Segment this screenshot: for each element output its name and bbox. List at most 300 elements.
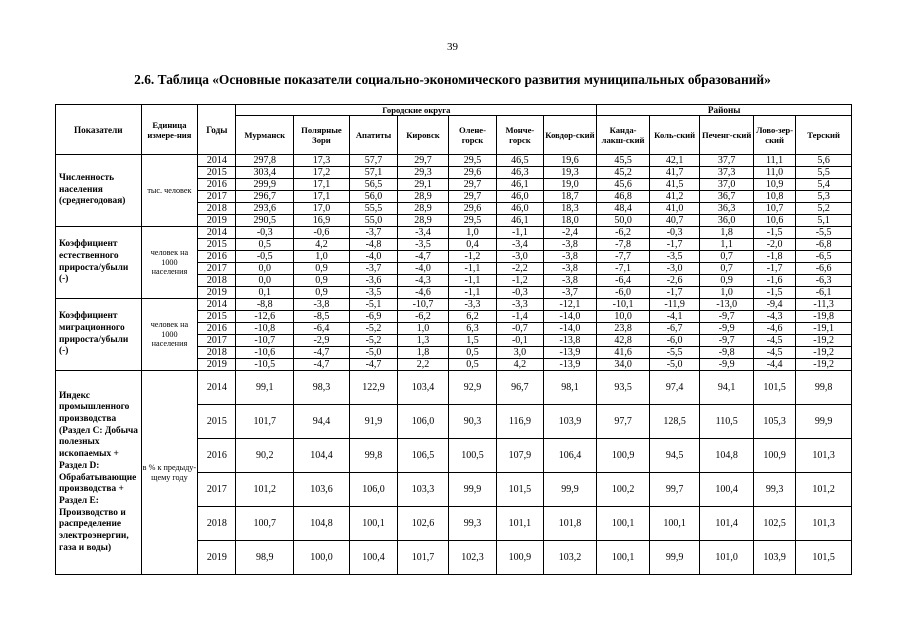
value-cell: -4,0 — [349, 251, 397, 263]
value-cell: 0,7 — [700, 251, 754, 263]
value-cell: -1,2 — [497, 275, 543, 287]
value-cell: 116,9 — [497, 405, 543, 439]
value-cell: 4,2 — [294, 239, 350, 251]
value-cell: 104,4 — [294, 439, 350, 473]
value-cell: -1,1 — [448, 287, 496, 299]
value-cell: -5,5 — [796, 227, 852, 239]
year-cell: 2015 — [198, 239, 236, 251]
value-cell: -4,1 — [649, 311, 700, 323]
value-cell: 1,0 — [294, 251, 350, 263]
value-cell: 5,6 — [796, 155, 852, 167]
value-cell: -4,7 — [349, 359, 397, 371]
value-cell: 1,0 — [700, 287, 754, 299]
value-cell: -3,7 — [349, 263, 397, 275]
value-cell: 99,3 — [448, 507, 496, 541]
value-cell: 106,5 — [398, 439, 449, 473]
value-cell: 46,3 — [497, 167, 543, 179]
value-cell: 99,9 — [543, 473, 597, 507]
value-cell: -10,7 — [398, 299, 449, 311]
value-cell: -3,3 — [497, 299, 543, 311]
value-cell: -13,9 — [543, 359, 597, 371]
value-cell: 101,3 — [796, 439, 852, 473]
value-cell: 99,3 — [753, 473, 795, 507]
value-cell: 100,4 — [700, 473, 754, 507]
value-cell: 100,1 — [349, 507, 397, 541]
value-cell: 46,5 — [497, 155, 543, 167]
value-cell: 101,8 — [543, 507, 597, 541]
value-cell: -3,0 — [497, 251, 543, 263]
value-cell: 55,5 — [349, 203, 397, 215]
column-header: Кировск — [398, 116, 449, 155]
value-cell: 100,4 — [349, 541, 397, 575]
year-cell: 2016 — [198, 251, 236, 263]
value-cell: -6,9 — [349, 311, 397, 323]
value-cell: 99,8 — [796, 371, 852, 405]
value-cell: 100,9 — [497, 541, 543, 575]
value-cell: 100,0 — [294, 541, 350, 575]
value-cell: -1,1 — [448, 275, 496, 287]
value-cell: -7,8 — [597, 239, 650, 251]
value-cell: 10,0 — [597, 311, 650, 323]
value-cell: -1,7 — [753, 263, 795, 275]
value-cell: 94,4 — [294, 405, 350, 439]
value-cell: 106,4 — [543, 439, 597, 473]
table-body — [56, 155, 852, 575]
value-cell: 1,8 — [700, 227, 754, 239]
value-cell: -3,8 — [543, 251, 597, 263]
indicator-name: Коэффициент естественного прироста/убыли (-) — [56, 227, 142, 299]
value-cell: -11,3 — [796, 299, 852, 311]
value-cell: -4,6 — [753, 323, 795, 335]
value-cell: 101,5 — [796, 541, 852, 575]
value-cell: -5,0 — [349, 347, 397, 359]
value-cell: 128,5 — [649, 405, 700, 439]
value-cell: 100,5 — [448, 439, 496, 473]
value-cell: 10,7 — [753, 203, 795, 215]
value-cell: -10,6 — [236, 347, 294, 359]
value-cell: -12,1 — [543, 299, 597, 311]
value-cell: -3,6 — [349, 275, 397, 287]
value-cell: 101,1 — [497, 507, 543, 541]
value-cell: 23,8 — [597, 323, 650, 335]
value-cell: 99,9 — [796, 405, 852, 439]
indicators-table — [55, 104, 852, 575]
value-cell: 296,7 — [236, 191, 294, 203]
value-cell: 103,2 — [543, 541, 597, 575]
value-cell: 42,8 — [597, 335, 650, 347]
value-cell: -1,6 — [753, 275, 795, 287]
indicator-unit: человек на 1000 населения — [141, 299, 198, 371]
value-cell: -9,9 — [700, 359, 754, 371]
year-cell: 2016 — [198, 439, 236, 473]
value-cell: 100,9 — [597, 439, 650, 473]
value-cell: -4,6 — [398, 287, 449, 299]
table-row — [56, 371, 852, 405]
value-cell: -6,4 — [294, 323, 350, 335]
column-header: Лово-зер-ский — [753, 116, 795, 155]
value-cell: 6,2 — [448, 311, 496, 323]
value-cell: 56,0 — [349, 191, 397, 203]
value-cell: -4,3 — [753, 311, 795, 323]
value-cell: -3,8 — [543, 263, 597, 275]
year-cell: 2016 — [198, 179, 236, 191]
value-cell: -0,6 — [294, 227, 350, 239]
year-cell: 2017 — [198, 191, 236, 203]
value-cell: -1,5 — [753, 287, 795, 299]
value-cell: 45,2 — [597, 167, 650, 179]
value-cell: 37,3 — [700, 167, 754, 179]
year-cell: 2015 — [198, 405, 236, 439]
value-cell: -5,2 — [349, 323, 397, 335]
value-cell: 100,7 — [236, 507, 294, 541]
value-cell: -3,8 — [294, 299, 350, 311]
column-header: Печенг-ский — [700, 116, 754, 155]
year-cell: 2018 — [198, 347, 236, 359]
value-cell: 0,0 — [236, 275, 294, 287]
indicator-name: Численность населения (среднегодовая) — [56, 155, 142, 227]
value-cell: 40,7 — [649, 215, 700, 227]
value-cell: 57,7 — [349, 155, 397, 167]
value-cell: 11,1 — [753, 155, 795, 167]
value-cell: 29,7 — [448, 191, 496, 203]
value-cell: 28,9 — [398, 191, 449, 203]
value-cell: 97,4 — [649, 371, 700, 405]
column-header: Коль-ский — [649, 116, 700, 155]
value-cell: 106,0 — [398, 405, 449, 439]
value-cell: -5,0 — [649, 359, 700, 371]
value-cell: 28,9 — [398, 203, 449, 215]
value-cell: 103,3 — [398, 473, 449, 507]
value-cell: 5,2 — [796, 203, 852, 215]
value-cell: -4,7 — [294, 359, 350, 371]
value-cell: -4,4 — [753, 359, 795, 371]
value-cell: -2,2 — [497, 263, 543, 275]
value-cell: -0,5 — [236, 251, 294, 263]
value-cell: 0,1 — [236, 287, 294, 299]
value-cell: 102,6 — [398, 507, 449, 541]
value-cell: 41,7 — [649, 167, 700, 179]
value-cell: -2,9 — [294, 335, 350, 347]
value-cell: 110,5 — [700, 405, 754, 439]
value-cell: 34,0 — [597, 359, 650, 371]
value-cell: 99,9 — [448, 473, 496, 507]
value-cell: 17,0 — [294, 203, 350, 215]
value-cell: -2,0 — [753, 239, 795, 251]
value-cell: -0,1 — [497, 335, 543, 347]
value-cell: 55,0 — [349, 215, 397, 227]
value-cell: -1,7 — [649, 287, 700, 299]
column-header: Олене-горск — [448, 116, 496, 155]
year-cell: 2014 — [198, 155, 236, 167]
value-cell: 29,5 — [448, 155, 496, 167]
indicator-name: Коэффициент миграционного прироста/убыли (-) — [56, 299, 142, 371]
table-header — [56, 105, 852, 155]
value-cell: 5,1 — [796, 215, 852, 227]
value-cell: 100,9 — [753, 439, 795, 473]
value-cell: -5,5 — [649, 347, 700, 359]
value-cell: 16,9 — [294, 215, 350, 227]
value-cell: 0,9 — [700, 275, 754, 287]
value-cell: 45,6 — [597, 179, 650, 191]
value-cell: 37,7 — [700, 155, 754, 167]
value-cell: -9,8 — [700, 347, 754, 359]
value-cell: 101,2 — [796, 473, 852, 507]
value-cell: 10,9 — [753, 179, 795, 191]
value-cell: -3,7 — [349, 227, 397, 239]
year-cell: 2016 — [198, 323, 236, 335]
value-cell: 57,1 — [349, 167, 397, 179]
value-cell: -3,7 — [543, 287, 597, 299]
value-cell: 100,1 — [649, 507, 700, 541]
value-cell: -3,4 — [398, 227, 449, 239]
header-unit: Единица измере-ния — [141, 105, 198, 155]
value-cell: -6,0 — [649, 335, 700, 347]
value-cell: 36,7 — [700, 191, 754, 203]
value-cell: -0,3 — [497, 287, 543, 299]
value-cell: 41,6 — [597, 347, 650, 359]
value-cell: 46,0 — [497, 191, 543, 203]
table-row — [56, 299, 852, 311]
value-cell: 41,2 — [649, 191, 700, 203]
value-cell: 101,5 — [753, 371, 795, 405]
value-cell: 97,7 — [597, 405, 650, 439]
value-cell: 92,9 — [448, 371, 496, 405]
value-cell: -10,7 — [236, 335, 294, 347]
value-cell: 29,7 — [398, 155, 449, 167]
value-cell: -19,2 — [796, 359, 852, 371]
value-cell: 5,4 — [796, 179, 852, 191]
value-cell: 36,0 — [700, 215, 754, 227]
value-cell: 297,8 — [236, 155, 294, 167]
value-cell: -6,3 — [796, 275, 852, 287]
value-cell: -4,5 — [753, 335, 795, 347]
value-cell: 29,3 — [398, 167, 449, 179]
value-cell: -1,4 — [497, 311, 543, 323]
value-cell: 104,8 — [700, 439, 754, 473]
value-cell: 29,6 — [448, 203, 496, 215]
value-cell: -1,1 — [497, 227, 543, 239]
value-cell: 98,1 — [543, 371, 597, 405]
value-cell: 101,0 — [700, 541, 754, 575]
value-cell: 91,9 — [349, 405, 397, 439]
value-cell: 1,0 — [398, 323, 449, 335]
value-cell: 100,2 — [597, 473, 650, 507]
year-cell: 2019 — [198, 541, 236, 575]
value-cell: -7,1 — [597, 263, 650, 275]
value-cell: 46,1 — [497, 179, 543, 191]
value-cell: -6,8 — [796, 239, 852, 251]
value-cell: 17,2 — [294, 167, 350, 179]
value-cell: 101,4 — [700, 507, 754, 541]
value-cell: 17,1 — [294, 191, 350, 203]
column-header: Полярные Зори — [294, 116, 350, 155]
value-cell: 1,5 — [448, 335, 496, 347]
value-cell: 0,9 — [294, 287, 350, 299]
value-cell: -1,8 — [753, 251, 795, 263]
column-header: Канда-лакш-ский — [597, 116, 650, 155]
value-cell: -1,2 — [448, 251, 496, 263]
year-cell: 2017 — [198, 263, 236, 275]
value-cell: 290,5 — [236, 215, 294, 227]
page-number: 39 — [447, 41, 458, 53]
value-cell: -4,5 — [753, 347, 795, 359]
value-cell: -13,0 — [700, 299, 754, 311]
value-cell: -6,6 — [796, 263, 852, 275]
value-cell: 299,9 — [236, 179, 294, 191]
value-cell: 105,3 — [753, 405, 795, 439]
value-cell: 1,8 — [398, 347, 449, 359]
value-cell: 29,1 — [398, 179, 449, 191]
value-cell: 10,8 — [753, 191, 795, 203]
value-cell: -3,5 — [349, 287, 397, 299]
value-cell: 46,8 — [597, 191, 650, 203]
value-cell: 41,5 — [649, 179, 700, 191]
value-cell: 41,0 — [649, 203, 700, 215]
value-cell: 102,5 — [753, 507, 795, 541]
value-cell: 101,7 — [398, 541, 449, 575]
value-cell: -2,6 — [649, 275, 700, 287]
value-cell: -3,5 — [649, 251, 700, 263]
year-cell: 2014 — [198, 299, 236, 311]
value-cell: 46,0 — [497, 203, 543, 215]
value-cell: 42,1 — [649, 155, 700, 167]
value-cell: 102,3 — [448, 541, 496, 575]
table-title: 2.6. Таблица «Основные показатели социально-экономического развития муниципальных образований» — [134, 72, 771, 87]
value-cell: 0,0 — [236, 263, 294, 275]
value-cell: 99,1 — [236, 371, 294, 405]
header-group-districts: Районы — [597, 105, 852, 116]
value-cell: -19,8 — [796, 311, 852, 323]
value-cell: -2,4 — [543, 227, 597, 239]
value-cell: 46,1 — [497, 215, 543, 227]
column-header: Ковдор-ский — [543, 116, 597, 155]
value-cell: -6,2 — [597, 227, 650, 239]
value-cell: 19,6 — [543, 155, 597, 167]
value-cell: 103,6 — [294, 473, 350, 507]
year-cell: 2014 — [198, 371, 236, 405]
year-cell: 2015 — [198, 311, 236, 323]
value-cell: 94,1 — [700, 371, 754, 405]
value-cell: 17,3 — [294, 155, 350, 167]
value-cell: 11,0 — [753, 167, 795, 179]
value-cell: -0,3 — [236, 227, 294, 239]
value-cell: -11,9 — [649, 299, 700, 311]
value-cell: 0,9 — [294, 275, 350, 287]
value-cell: -14,0 — [543, 323, 597, 335]
value-cell: 100,1 — [597, 541, 650, 575]
value-cell: 0,5 — [448, 347, 496, 359]
value-cell: 19,0 — [543, 179, 597, 191]
value-cell: 36,3 — [700, 203, 754, 215]
value-cell: 103,9 — [753, 541, 795, 575]
value-cell: 122,9 — [349, 371, 397, 405]
value-cell: 93,5 — [597, 371, 650, 405]
value-cell: -19,2 — [796, 347, 852, 359]
column-header: Мончe-горск — [497, 116, 543, 155]
value-cell: 10,6 — [753, 215, 795, 227]
value-cell: 96,7 — [497, 371, 543, 405]
value-cell: -5,1 — [349, 299, 397, 311]
value-cell: 106,0 — [349, 473, 397, 507]
value-cell: 100,1 — [597, 507, 650, 541]
value-cell: -1,1 — [448, 263, 496, 275]
value-cell: -5,2 — [349, 335, 397, 347]
indicator-name: Индекс промышленного производства (Раздел С: Добыча полезных ископаемых + Раздел D: Обрабатывающие производства + Раздел Е: Производство и распределение электроэнергии, газа и воды) — [56, 371, 142, 575]
value-cell: -6,0 — [597, 287, 650, 299]
value-cell: 98,9 — [236, 541, 294, 575]
value-cell: -7,7 — [597, 251, 650, 263]
value-cell: 4,2 — [497, 359, 543, 371]
value-cell: 17,1 — [294, 179, 350, 191]
value-cell: 107,9 — [497, 439, 543, 473]
value-cell: -9,7 — [700, 335, 754, 347]
value-cell: -13,8 — [543, 335, 597, 347]
value-cell: -4,3 — [398, 275, 449, 287]
value-cell: -1,5 — [753, 227, 795, 239]
value-cell: 29,7 — [448, 179, 496, 191]
value-cell: 101,7 — [236, 405, 294, 439]
value-cell: 99,8 — [349, 439, 397, 473]
value-cell: 0,9 — [294, 263, 350, 275]
value-cell: -4,7 — [398, 251, 449, 263]
value-cell: 1,1 — [700, 239, 754, 251]
value-cell: -8,8 — [236, 299, 294, 311]
value-cell: 5,5 — [796, 167, 852, 179]
value-cell: -13,9 — [543, 347, 597, 359]
value-cell: -6,2 — [398, 311, 449, 323]
value-cell: -3,5 — [398, 239, 449, 251]
table-row — [56, 155, 852, 167]
value-cell: 103,4 — [398, 371, 449, 405]
value-cell: -10,1 — [597, 299, 650, 311]
value-cell: 94,5 — [649, 439, 700, 473]
indicator-unit: человек на 1000 населения — [141, 227, 198, 299]
value-cell: 99,9 — [649, 541, 700, 575]
value-cell: -9,9 — [700, 323, 754, 335]
year-cell: 2014 — [198, 227, 236, 239]
value-cell: 104,8 — [294, 507, 350, 541]
year-cell: 2017 — [198, 335, 236, 347]
value-cell: -4,7 — [294, 347, 350, 359]
value-cell: -8,5 — [294, 311, 350, 323]
value-cell: 3,0 — [497, 347, 543, 359]
value-cell: -6,4 — [597, 275, 650, 287]
value-cell: -4,0 — [398, 263, 449, 275]
value-cell: -9,4 — [753, 299, 795, 311]
value-cell: -6,5 — [796, 251, 852, 263]
value-cell: 29,5 — [448, 215, 496, 227]
column-header: Терский — [796, 116, 852, 155]
indicator-unit: тыс. человек — [141, 155, 198, 227]
year-cell: 2018 — [198, 507, 236, 541]
value-cell: -0,3 — [649, 227, 700, 239]
value-cell: 0,7 — [700, 263, 754, 275]
value-cell: 0,5 — [448, 359, 496, 371]
value-cell: -10,8 — [236, 323, 294, 335]
header-indicator: Показатели — [56, 105, 142, 155]
value-cell: 0,4 — [448, 239, 496, 251]
value-cell: -4,8 — [349, 239, 397, 251]
value-cell: 99,7 — [649, 473, 700, 507]
value-cell: 101,5 — [497, 473, 543, 507]
value-cell: -3,3 — [448, 299, 496, 311]
value-cell: -9,7 — [700, 311, 754, 323]
value-cell: 19,3 — [543, 167, 597, 179]
value-cell: 28,9 — [398, 215, 449, 227]
year-cell: 2019 — [198, 359, 236, 371]
value-cell: -14,0 — [543, 311, 597, 323]
value-cell: 101,3 — [796, 507, 852, 541]
